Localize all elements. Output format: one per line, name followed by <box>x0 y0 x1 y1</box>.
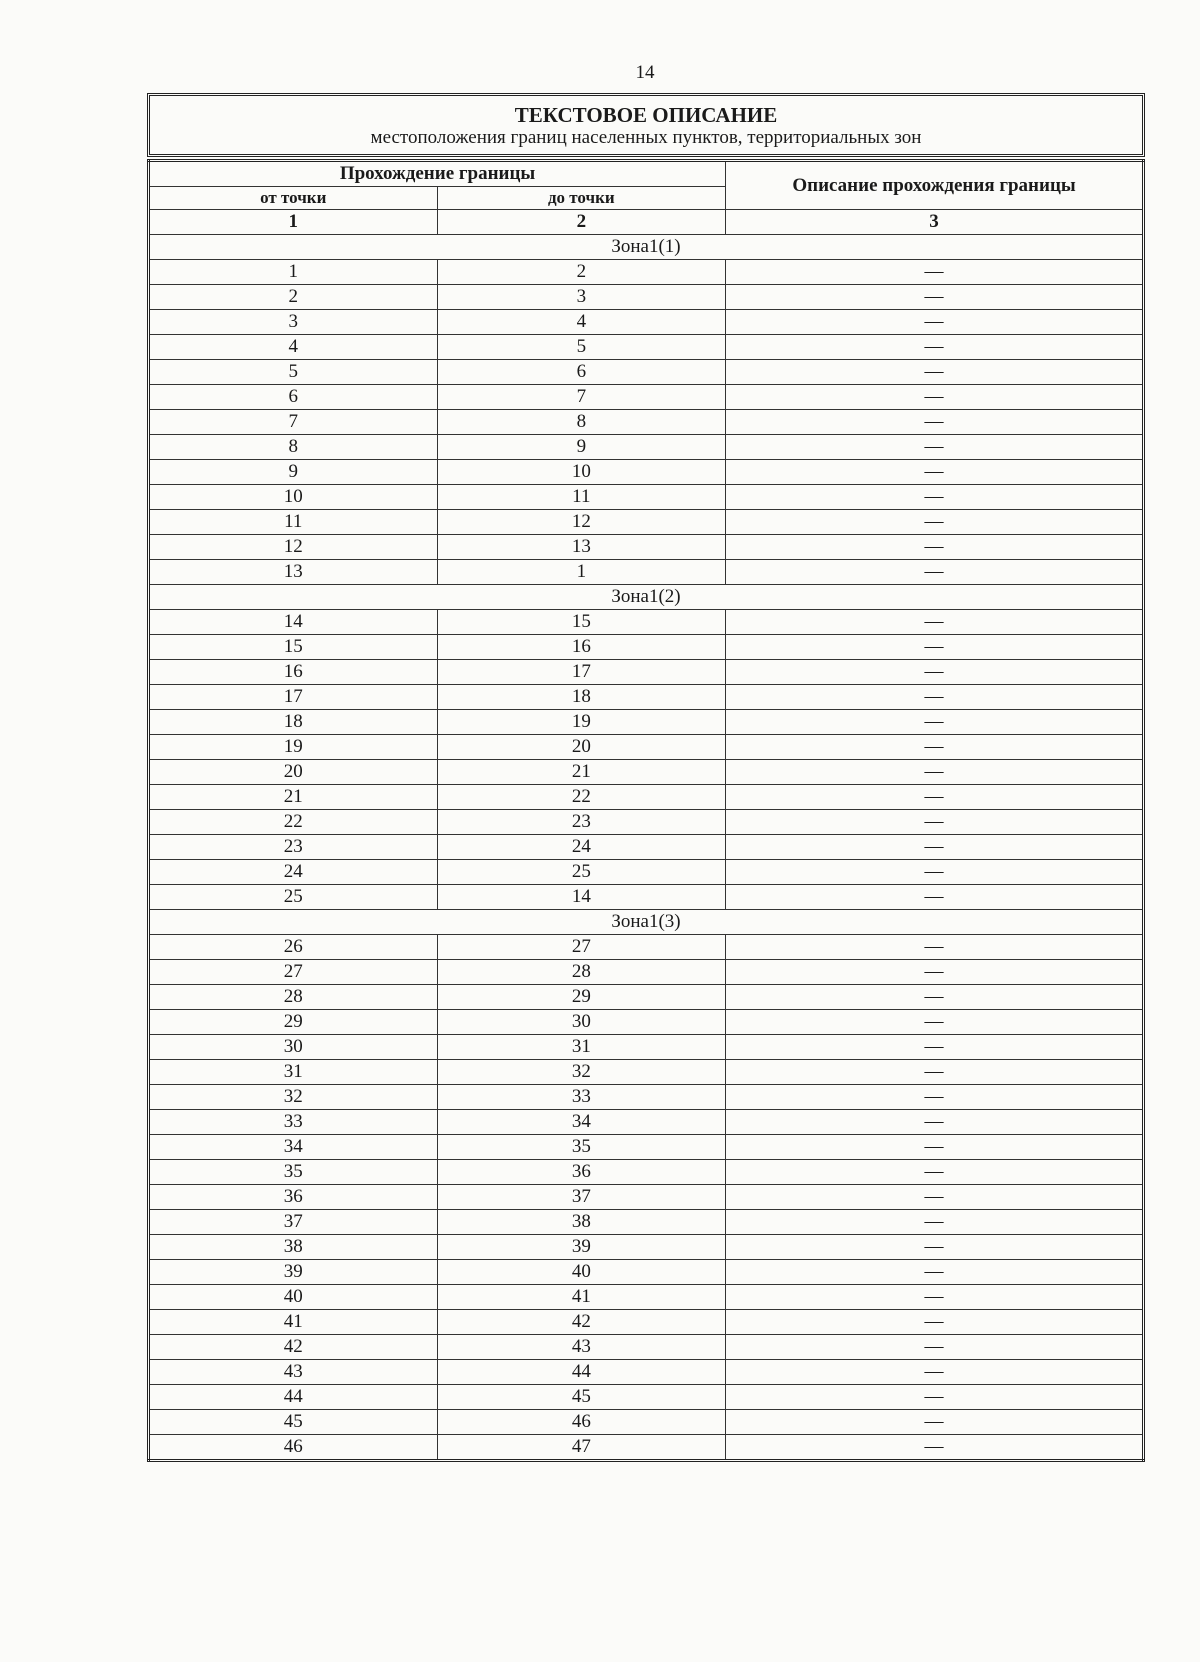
to-point-cell: 39 <box>437 1235 726 1260</box>
description-cell: — <box>726 1335 1144 1360</box>
title-box <box>147 93 1145 157</box>
to-point-cell: 24 <box>437 835 726 860</box>
to-point-cell: 18 <box>437 685 726 710</box>
description-cell: — <box>726 1110 1144 1135</box>
description-cell: — <box>726 335 1144 360</box>
description-cell: — <box>726 1035 1144 1060</box>
table-row <box>149 1360 1144 1385</box>
description-cell: — <box>726 1310 1144 1335</box>
from-point-cell: 34 <box>149 1135 438 1160</box>
header-passage: Прохождение границы <box>149 161 726 187</box>
table-row <box>149 285 1144 310</box>
table-body <box>149 235 1144 1461</box>
from-point-cell: 18 <box>149 710 438 735</box>
description-cell: — <box>726 385 1144 410</box>
boundary-table <box>147 159 1145 1462</box>
from-point-cell: 42 <box>149 1335 438 1360</box>
description-cell: — <box>726 635 1144 660</box>
to-point-cell: 45 <box>437 1385 726 1410</box>
table-row <box>149 310 1144 335</box>
from-point-cell: 30 <box>149 1035 438 1060</box>
description-cell: — <box>726 460 1144 485</box>
table-row <box>149 1285 1144 1310</box>
description-cell: — <box>726 410 1144 435</box>
table-row <box>149 385 1144 410</box>
to-point-cell: 32 <box>437 1060 726 1085</box>
from-point-cell: 7 <box>149 410 438 435</box>
description-cell: — <box>726 1260 1144 1285</box>
to-point-cell: 30 <box>437 1010 726 1035</box>
description-cell: — <box>726 1285 1144 1310</box>
description-cell: — <box>726 860 1144 885</box>
table-row <box>149 1185 1144 1210</box>
to-point-cell: 34 <box>437 1110 726 1135</box>
from-point-cell: 1 <box>149 260 438 285</box>
to-point-cell: 20 <box>437 735 726 760</box>
description-cell: — <box>726 560 1144 585</box>
to-point-cell: 21 <box>437 760 726 785</box>
from-point-cell: 20 <box>149 760 438 785</box>
to-point-cell: 5 <box>437 335 726 360</box>
table-row <box>149 410 1144 435</box>
description-cell: — <box>726 885 1144 910</box>
description-cell: — <box>726 685 1144 710</box>
to-point-cell: 33 <box>437 1085 726 1110</box>
to-point-cell: 31 <box>437 1035 726 1060</box>
to-point-cell: 8 <box>437 410 726 435</box>
to-point-cell: 42 <box>437 1310 726 1335</box>
to-point-cell: 44 <box>437 1360 726 1385</box>
to-point-cell: 27 <box>437 935 726 960</box>
to-point-cell: 17 <box>437 660 726 685</box>
description-cell: — <box>726 1135 1144 1160</box>
table-row <box>149 685 1144 710</box>
description-cell: — <box>726 1010 1144 1035</box>
table-row <box>149 1410 1144 1435</box>
table-row <box>149 535 1144 560</box>
description-cell: — <box>726 835 1144 860</box>
to-point-cell: 16 <box>437 635 726 660</box>
table-row <box>149 835 1144 860</box>
to-point-cell: 12 <box>437 510 726 535</box>
description-cell: — <box>726 760 1144 785</box>
table-row <box>149 1035 1144 1060</box>
description-cell: — <box>726 1360 1144 1385</box>
from-point-cell: 12 <box>149 535 438 560</box>
header-to-point: до точки <box>437 187 726 210</box>
to-point-cell: 19 <box>437 710 726 735</box>
from-point-cell: 22 <box>149 810 438 835</box>
table-row <box>149 1335 1144 1360</box>
from-point-cell: 40 <box>149 1285 438 1310</box>
table-row <box>149 1235 1144 1260</box>
from-point-cell: 4 <box>149 335 438 360</box>
from-point-cell: 41 <box>149 1310 438 1335</box>
description-cell: — <box>726 1185 1144 1210</box>
to-point-cell: 10 <box>437 460 726 485</box>
table-row <box>149 1135 1144 1160</box>
description-cell: — <box>726 610 1144 635</box>
description-cell: — <box>726 735 1144 760</box>
description-cell: — <box>726 1385 1144 1410</box>
table-row <box>149 1435 1144 1461</box>
description-cell: — <box>726 810 1144 835</box>
description-cell: — <box>726 710 1144 735</box>
zone-name: Зона1(3) <box>149 910 1144 935</box>
table-row <box>149 560 1144 585</box>
from-point-cell: 33 <box>149 1110 438 1135</box>
table-row <box>149 435 1144 460</box>
description-cell: — <box>726 360 1144 385</box>
page-number: 14 <box>635 62 655 83</box>
description-cell: — <box>726 1085 1144 1110</box>
table-row <box>149 1385 1144 1410</box>
description-cell: — <box>726 285 1144 310</box>
description-cell: — <box>726 310 1144 335</box>
to-point-cell: 25 <box>437 860 726 885</box>
table-row <box>149 1210 1144 1235</box>
to-point-cell: 15 <box>437 610 726 635</box>
from-point-cell: 36 <box>149 1185 438 1210</box>
from-point-cell: 9 <box>149 460 438 485</box>
to-point-cell: 6 <box>437 360 726 385</box>
zone-header-row <box>149 910 1144 935</box>
from-point-cell: 26 <box>149 935 438 960</box>
from-point-cell: 11 <box>149 510 438 535</box>
description-cell: — <box>726 1235 1144 1260</box>
to-point-cell: 36 <box>437 1160 726 1185</box>
from-point-cell: 35 <box>149 1160 438 1185</box>
header-from-point: от точки <box>149 187 438 210</box>
to-point-cell: 23 <box>437 810 726 835</box>
column-number-3: 3 <box>726 210 1144 235</box>
table-row <box>149 960 1144 985</box>
to-point-cell: 43 <box>437 1335 726 1360</box>
table-row <box>149 1060 1144 1085</box>
table-row <box>149 885 1144 910</box>
description-cell: — <box>726 960 1144 985</box>
from-point-cell: 28 <box>149 985 438 1010</box>
table-row <box>149 860 1144 885</box>
from-point-cell: 13 <box>149 560 438 585</box>
description-cell: — <box>726 535 1144 560</box>
description-cell: — <box>726 1160 1144 1185</box>
to-point-cell: 11 <box>437 485 726 510</box>
from-point-cell: 21 <box>149 785 438 810</box>
to-point-cell: 14 <box>437 885 726 910</box>
description-cell: — <box>726 1435 1144 1461</box>
to-point-cell: 4 <box>437 310 726 335</box>
table-row <box>149 360 1144 385</box>
document-subtitle: местоположения границ населенных пунктов, территориальных зон <box>370 127 922 148</box>
to-point-cell: 1 <box>437 560 726 585</box>
from-point-cell: 44 <box>149 1385 438 1410</box>
zone-name: Зона1(1) <box>149 235 1144 260</box>
table-row <box>149 635 1144 660</box>
description-cell: — <box>726 485 1144 510</box>
to-point-cell: 22 <box>437 785 726 810</box>
to-point-cell: 2 <box>437 260 726 285</box>
column-number-2: 2 <box>437 210 726 235</box>
column-number-1: 1 <box>149 210 438 235</box>
table-row <box>149 335 1144 360</box>
from-point-cell: 16 <box>149 660 438 685</box>
zone-name: Зона1(2) <box>149 585 1144 610</box>
table-row <box>149 485 1144 510</box>
description-cell: — <box>726 935 1144 960</box>
from-point-cell: 8 <box>149 435 438 460</box>
table-row <box>149 1110 1144 1135</box>
description-cell: — <box>726 660 1144 685</box>
table-row <box>149 1085 1144 1110</box>
to-point-cell: 47 <box>437 1435 726 1461</box>
to-point-cell: 40 <box>437 1260 726 1285</box>
from-point-cell: 37 <box>149 1210 438 1235</box>
from-point-cell: 15 <box>149 635 438 660</box>
description-cell: — <box>726 1060 1144 1085</box>
from-point-cell: 3 <box>149 310 438 335</box>
description-cell: — <box>726 435 1144 460</box>
from-point-cell: 31 <box>149 1060 438 1085</box>
to-point-cell: 35 <box>437 1135 726 1160</box>
from-point-cell: 19 <box>149 735 438 760</box>
from-point-cell: 46 <box>149 1435 438 1461</box>
table-row <box>149 510 1144 535</box>
table-row <box>149 935 1144 960</box>
from-point-cell: 6 <box>149 385 438 410</box>
table-row <box>149 1010 1144 1035</box>
table-row <box>149 1310 1144 1335</box>
boundary-description-sheet <box>147 93 1145 1462</box>
from-point-cell: 32 <box>149 1085 438 1110</box>
description-cell: — <box>726 260 1144 285</box>
from-point-cell: 27 <box>149 960 438 985</box>
from-point-cell: 2 <box>149 285 438 310</box>
table-row <box>149 985 1144 1010</box>
description-cell: — <box>726 510 1144 535</box>
table-row <box>149 810 1144 835</box>
document-title: ТЕКСТОВОЕ ОПИСАНИЕ <box>514 103 778 127</box>
from-point-cell: 24 <box>149 860 438 885</box>
from-point-cell: 29 <box>149 1010 438 1035</box>
to-point-cell: 46 <box>437 1410 726 1435</box>
from-point-cell: 17 <box>149 685 438 710</box>
to-point-cell: 41 <box>437 1285 726 1310</box>
to-point-cell: 38 <box>437 1210 726 1235</box>
description-cell: — <box>726 1210 1144 1235</box>
table-row <box>149 1160 1144 1185</box>
to-point-cell: 28 <box>437 960 726 985</box>
from-point-cell: 23 <box>149 835 438 860</box>
to-point-cell: 9 <box>437 435 726 460</box>
description-cell: — <box>726 785 1144 810</box>
to-point-cell: 13 <box>437 535 726 560</box>
zone-header-row <box>149 585 1144 610</box>
table-row <box>149 260 1144 285</box>
from-point-cell: 45 <box>149 1410 438 1435</box>
from-point-cell: 5 <box>149 360 438 385</box>
table-row <box>149 610 1144 635</box>
description-cell: — <box>726 1410 1144 1435</box>
from-point-cell: 25 <box>149 885 438 910</box>
header-description: Описание прохождения границы <box>726 161 1144 210</box>
table-row <box>149 785 1144 810</box>
from-point-cell: 10 <box>149 485 438 510</box>
table-row <box>149 1260 1144 1285</box>
to-point-cell: 29 <box>437 985 726 1010</box>
description-cell: — <box>726 985 1144 1010</box>
from-point-cell: 38 <box>149 1235 438 1260</box>
to-point-cell: 3 <box>437 285 726 310</box>
to-point-cell: 7 <box>437 385 726 410</box>
table-row <box>149 760 1144 785</box>
from-point-cell: 14 <box>149 610 438 635</box>
table-row <box>149 710 1144 735</box>
table-row <box>149 735 1144 760</box>
table-row <box>149 460 1144 485</box>
zone-header-row <box>149 235 1144 260</box>
table-row <box>149 660 1144 685</box>
from-point-cell: 39 <box>149 1260 438 1285</box>
to-point-cell: 37 <box>437 1185 726 1210</box>
from-point-cell: 43 <box>149 1360 438 1385</box>
